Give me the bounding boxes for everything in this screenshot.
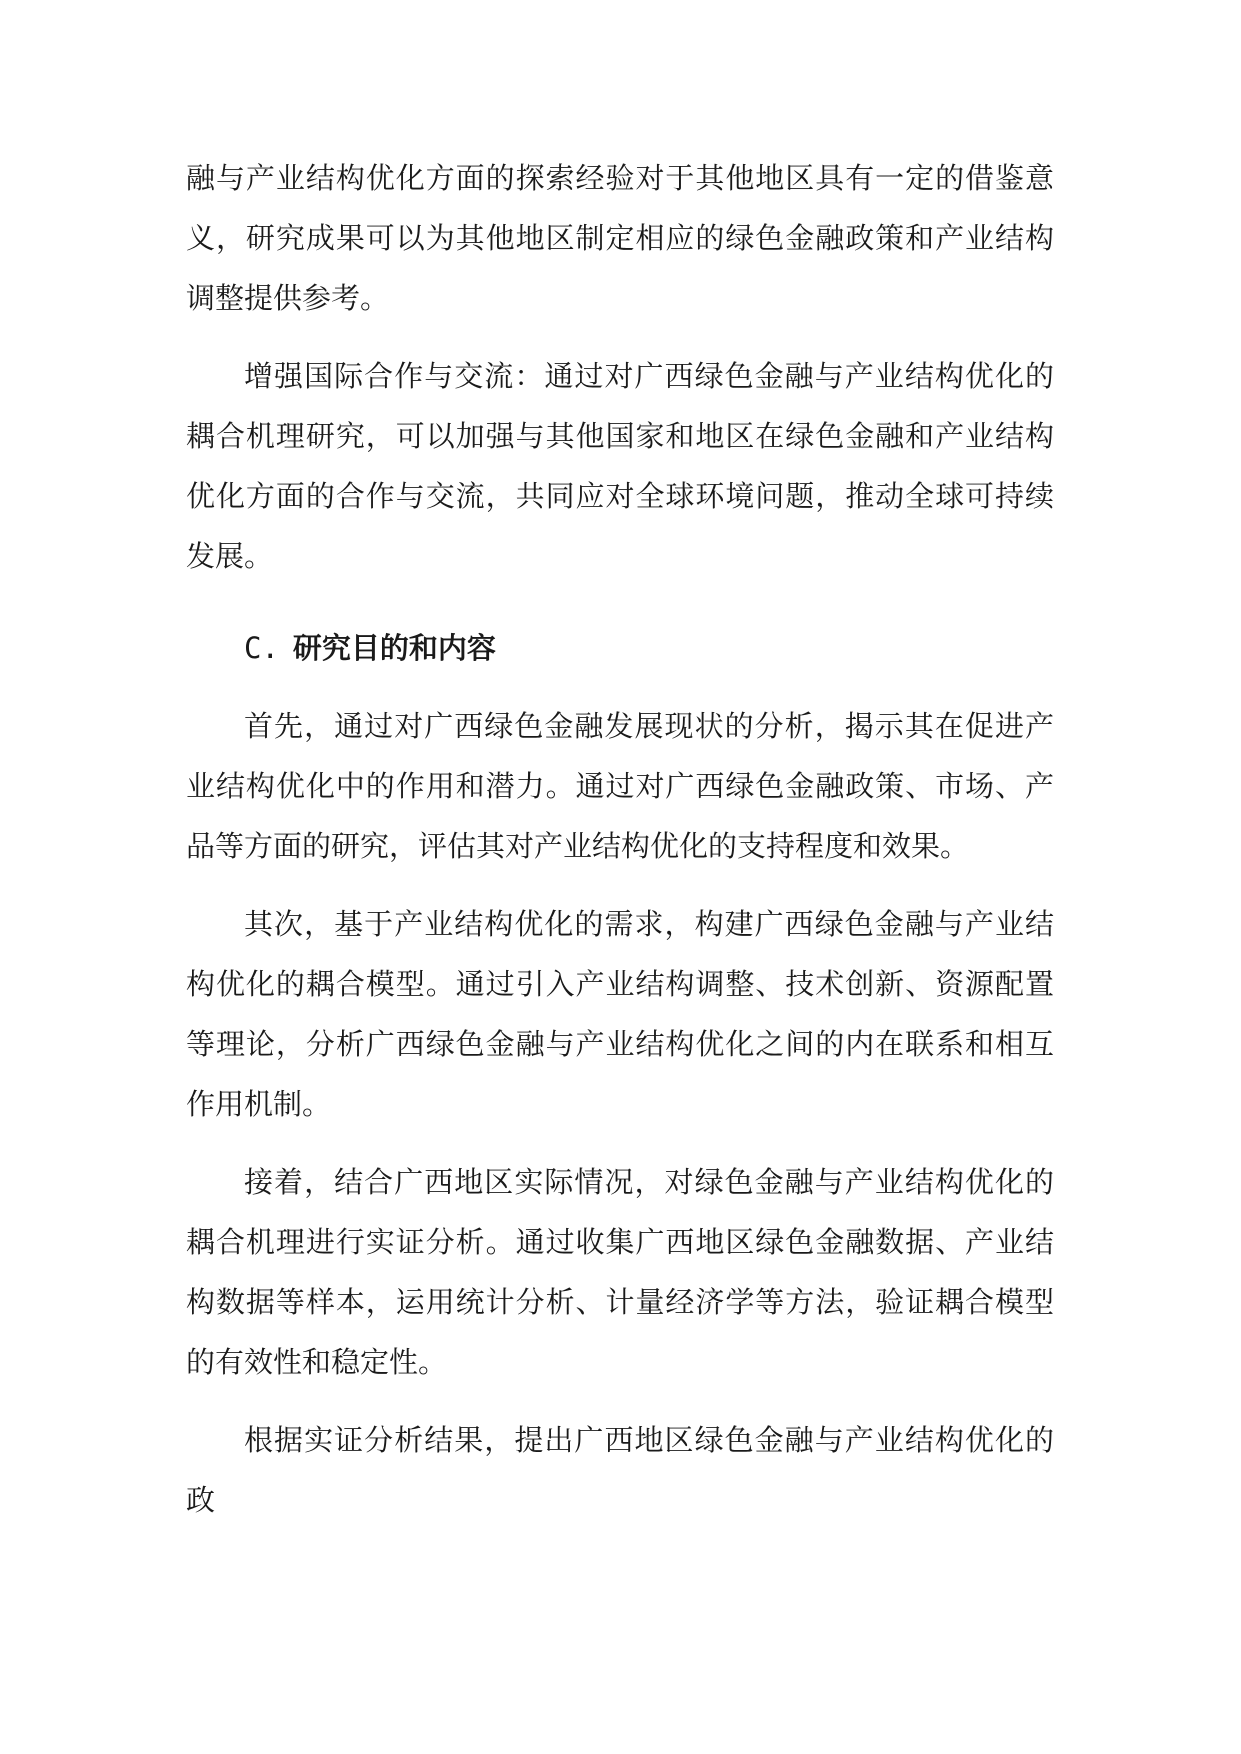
paragraph-third: 接着，结合广西地区实际情况，对绿色金融与产业结构优化的耦合机理进行实证分析。通过收集广西地区绿色金融数据、产业结构数据等样本，运用统计分析、计量经济学等方法，验证耦合模型的有效性和稳定性。 [186,1165,1054,1379]
paragraph-second: 其次，基于产业结构优化的需求，构建广西绿色金融与产业结构优化的耦合模型。通过引入产业结构调整、技术创新、资源配置等理论，分析广西绿色金融与产业结构优化之间的内在联系和相互作用机制。 [186,907,1054,1121]
paragraph-fourth: 根据实证分析结果，提出广西地区绿色金融与产业结构优化的政 [186,1423,1054,1517]
paragraph-international-cooperation: 增强国际合作与交流：通过对广西绿色金融与产业结构优化的耦合机理研究，可以加强与其他国家和地区在绿色金融和产业结构优化方面的合作与交流，共同应对全球环境问题，推动全球可持续发展。 [186,359,1054,573]
paragraph-first: 首先，通过对广西绿色金融发展现状的分析，揭示其在促进产业结构优化中的作用和潜力。通过对广西绿色金融政策、市场、产品等方面的研究，评估其对产业结构优化的支持程度和效果。 [186,709,1054,863]
section-heading [186,618,1054,678]
section-number: C. [244,631,279,665]
section-title: 研究目的和内容 [292,631,496,665]
paragraph-continuation: 融与产业结构优化方面的探索经验对于其他地区具有一定的借鉴意义，研究成果可以为其他地区制定相应的绿色金融政策和产业结构调整提供参考。 [186,161,1054,315]
document-page [186,148,1054,1530]
